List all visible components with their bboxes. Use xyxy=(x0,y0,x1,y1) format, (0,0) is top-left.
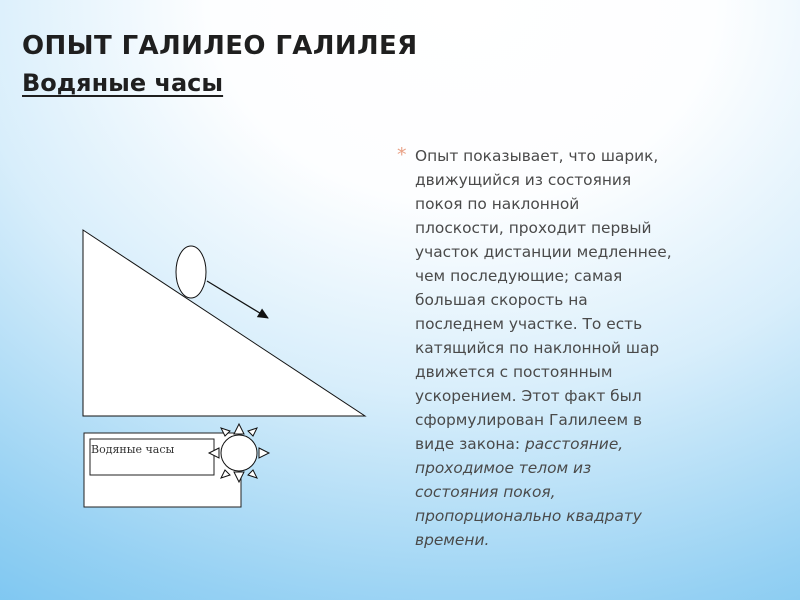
description-line-mixed xyxy=(415,432,727,456)
description-line: участок дистанции медленнее, xyxy=(415,243,672,261)
description-line: движущийся из состояния xyxy=(415,171,632,189)
description-text-italic: расстояние, xyxy=(524,435,624,453)
description-line: катящийся по наклонной шар xyxy=(415,339,660,357)
description-line: чем последующие; самая xyxy=(415,267,623,285)
description-line: последнем участке. То есть xyxy=(415,315,643,333)
inclined-plane xyxy=(83,230,365,416)
description-line: плоскости, проходит первый xyxy=(415,219,652,237)
italic-line: проходимое телом из xyxy=(415,459,592,477)
bullet-marker: * xyxy=(397,144,407,166)
description-line: движется с постоянным xyxy=(415,363,613,381)
italic-line: пропорционально квадрату xyxy=(415,507,642,525)
description-text xyxy=(397,144,727,552)
ball-icon xyxy=(176,246,206,298)
italic-line: времени. xyxy=(415,531,490,549)
arrow-icon xyxy=(207,281,268,318)
description-line: сформулирован Галилеем в xyxy=(415,411,643,429)
description-line: большая скорость на xyxy=(415,291,588,309)
page-subtitle: Водяные часы xyxy=(22,69,224,97)
page-title: ОПЫТ ГАЛИЛЕО ГАЛИЛЕЯ xyxy=(22,31,418,61)
description-line: ускорением. Этот факт был xyxy=(415,387,642,405)
description-line: покоя по наклонной xyxy=(415,195,580,213)
description-line: Опыт показывает, что шарик, xyxy=(415,147,659,165)
italic-line: состояния покоя, xyxy=(415,483,556,501)
description-lines xyxy=(415,144,727,552)
water-clock-label: Водяные часы xyxy=(91,443,175,456)
description-text-normal: виде закона: xyxy=(415,435,525,453)
